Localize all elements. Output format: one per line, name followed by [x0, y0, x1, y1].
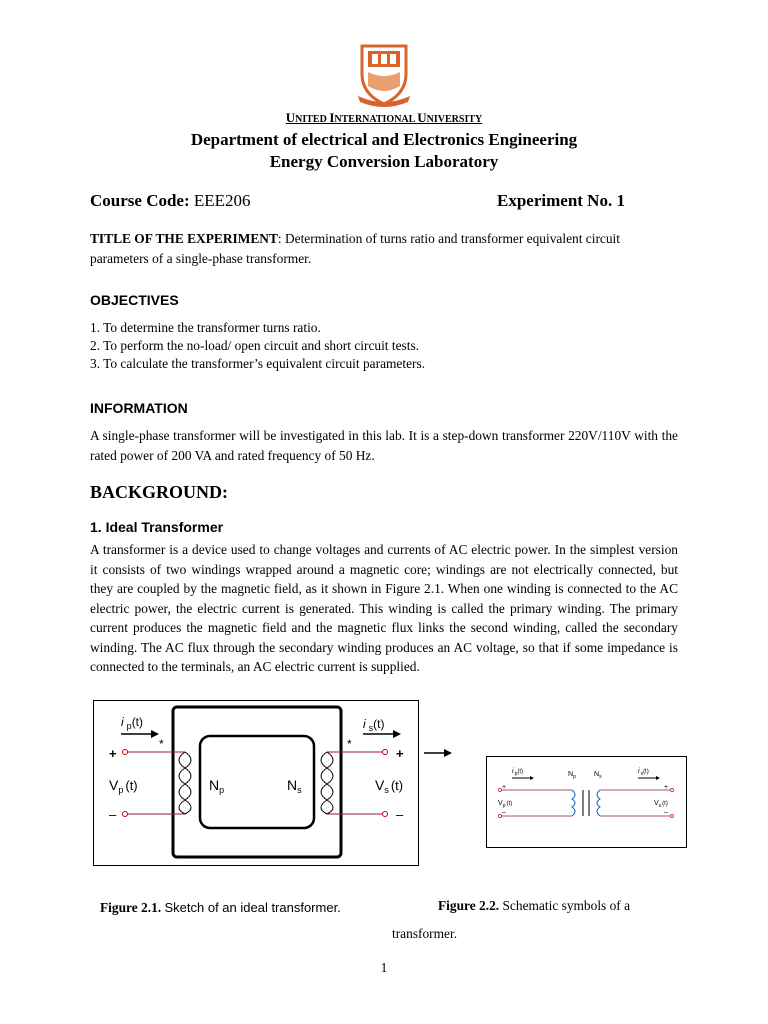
figure-2-caption: Figure 2.2. Schematic symbols of a [438, 898, 631, 913]
information-text: A single-phase transformer will be investigated in this lab. It is a step-down transformer 220V/110V with the rated power of 200 VA and rated frequency of 50 Hz. [90, 428, 678, 463]
figure-schematic-symbol [486, 756, 687, 848]
ideal-transformer-heading: 1. Ideal Transformer [90, 519, 224, 535]
primary-minus: – [109, 807, 117, 822]
university-name: UNITED INTERNATIONAL UNIVERSITY [285, 110, 483, 125]
experiment-title-label: TITLE OF THE EXPERIMENT [90, 231, 278, 246]
schematic-secondary-voltage: $V_s(t)$ [654, 800, 668, 809]
primary-winding [179, 752, 191, 814]
schematic-secondary-minus: – [664, 809, 668, 816]
department-title: Department of electrical and Electronics Engineering [190, 130, 578, 149]
secondary-plus: + [396, 746, 404, 761]
background-paragraph: A transformer is a device used to change voltages and currents of AC electric power. In the simplest version it consists of two windings wrapped around a magnetic core; windings are not electrically connected, but they are coupled by the magnetic field, as it shown in Figure 2.1. When one winding is connected to the AC electric power, the electric current is generated. This winding is called the primary winding. The primary current produces the magnetic field and the magnetic flux links the second winding, called the secondary winding. The AC flux through the secondary winding produces an AC voltage, so that if some impedance is connected to the terminals, an AC electric current is supplied. [90, 542, 678, 674]
objective-item: 1. To determine the transformer turns ratio. [90, 320, 321, 335]
experiment-title-text: : Determination of turns ratio and transformer equivalent circuit parameters of a single-phase transformer. [90, 231, 620, 266]
course-code-label: Course Code: [90, 191, 190, 210]
secondary-voltage-label: $V_s$ (t) [375, 777, 404, 795]
transformer-core [173, 707, 341, 857]
secondary-winding [321, 752, 333, 814]
objectives-heading: OBJECTIVES [90, 292, 179, 308]
objective-item: 3. To calculate the transformer’s equivalent circuit parameters. [90, 356, 426, 371]
primary-dot: * [159, 737, 164, 751]
schematic-primary-turns: $N_p$ [568, 771, 576, 780]
figure-2-caption-cont: transformer. [392, 926, 458, 941]
objective-item: 2. To perform the no-load/ open circuit and short circuit tests. [90, 338, 420, 353]
lab-title: Energy Conversion Laboratory [269, 152, 499, 171]
schematic-secondary-plus: + [664, 784, 669, 791]
arrow-icon [424, 747, 452, 759]
primary-turns-label: $N_p$ [209, 777, 225, 795]
experiment-title [90, 229, 678, 268]
schematic-primary-voltage: $V_p(t)$ [498, 800, 513, 809]
information-heading: INFORMATION [90, 400, 188, 416]
schematic-primary-minus: – [502, 809, 506, 816]
schematic-secondary-turns: $N_s$ [594, 771, 602, 780]
schematic-primary-current: $i_p(t)$ [512, 768, 524, 777]
schematic-primary-plus: + [502, 784, 507, 791]
schematic-secondary-current: $i_s(t)$ [638, 768, 649, 777]
background-heading: BACKGROUND: [90, 482, 228, 502]
course-code [90, 191, 251, 211]
course-code-value: EEE206 [193, 191, 251, 210]
page-number: 1 [380, 960, 388, 975]
secondary-current-label: i $_s$(t) [363, 717, 385, 733]
secondary-minus: – [396, 807, 404, 822]
university-logo [356, 42, 412, 110]
figure-1-caption: Figure 2.1. Sketch of an ideal transformer. [100, 900, 341, 915]
primary-current-label: i $_p$(t) [121, 715, 144, 731]
primary-voltage-label: $V_p$ (t) [109, 777, 138, 795]
secondary-dot: * [347, 737, 352, 751]
secondary-turns-label: $N_s$ [287, 777, 302, 795]
primary-plus: + [109, 746, 117, 761]
figure-ideal-transformer [93, 700, 419, 866]
experiment-number: Experiment No. 1 [497, 191, 625, 210]
